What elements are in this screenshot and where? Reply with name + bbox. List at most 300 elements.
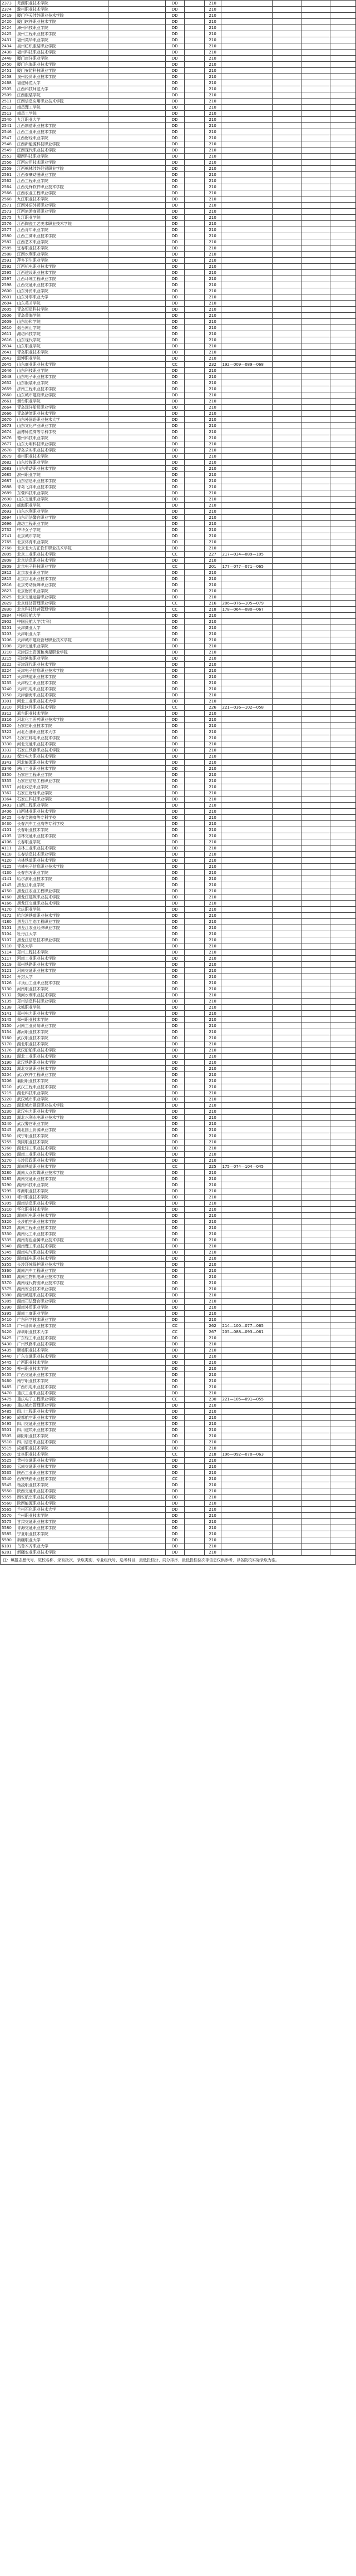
- table-row: [1, 215, 356, 221]
- row-category: DD: [165, 790, 184, 797]
- row-blank: [301, 1274, 330, 1280]
- row-blank: [272, 974, 301, 980]
- row-detail: [221, 350, 272, 356]
- row-name: 广东交通职业技术学院: [16, 1354, 108, 1360]
- row-blank: [301, 1501, 330, 1507]
- table-row: [1, 821, 356, 827]
- row-code: 5101: [1, 925, 16, 931]
- row-blank: [330, 858, 355, 864]
- row-blank: [184, 1354, 204, 1360]
- row-name: 湖南电气职业技术学院: [16, 1250, 108, 1256]
- row-blank: [272, 7, 301, 13]
- row-name: 郑州工程技术学院: [16, 950, 108, 956]
- row-code: 5265: [1, 1152, 16, 1158]
- table-row: [1, 343, 356, 350]
- row-detail: [221, 1433, 272, 1439]
- row-code: 2641: [1, 350, 16, 356]
- row-code: 2580: [1, 233, 16, 239]
- row-score: 210: [204, 692, 221, 699]
- row-blank: [272, 1164, 301, 1170]
- row-name: 青岛港湾职业技术学院: [16, 411, 108, 417]
- row-blank: [272, 1513, 301, 1519]
- row-category: DD: [165, 999, 184, 1005]
- row-code: 2373: [1, 1, 16, 7]
- row-blank: [272, 1023, 301, 1029]
- row-blank: [301, 870, 330, 876]
- row-detail: [221, 1464, 272, 1470]
- row-blank: [184, 1366, 204, 1372]
- table-row: [1, 913, 356, 919]
- row-blank: [108, 974, 166, 980]
- row-detail: [221, 307, 272, 313]
- row-code: 2553: [1, 154, 16, 160]
- row-name: 北京北大方正软件职业技术学院: [16, 545, 108, 552]
- row-name: 重庆城市管理职业学院: [16, 1403, 108, 1409]
- row-blank: [184, 7, 204, 13]
- row-code: 5290: [1, 1182, 16, 1188]
- row-detail: [221, 313, 272, 319]
- row-detail: [221, 1048, 272, 1054]
- row-detail: [221, 1513, 272, 1519]
- row-blank: [184, 925, 204, 931]
- row-code: 5345: [1, 1250, 16, 1256]
- table-row: [1, 888, 356, 894]
- row-category: DD: [165, 968, 184, 974]
- row-detail: [221, 184, 272, 190]
- row-code: 4120: [1, 858, 16, 864]
- row-blank: [272, 741, 301, 748]
- row-name: 青岛黄海学院: [16, 313, 108, 319]
- row-blank: [108, 711, 166, 717]
- row-blank: [108, 74, 166, 80]
- row-blank: [184, 233, 204, 239]
- row-blank: [108, 1237, 166, 1243]
- row-detail: [221, 1274, 272, 1280]
- row-blank: [330, 62, 355, 68]
- row-blank: [330, 1219, 355, 1225]
- row-blank: [272, 484, 301, 490]
- table-row: [1, 1109, 356, 1115]
- row-blank: [184, 313, 204, 319]
- row-detail: [221, 821, 272, 827]
- row-name: 黄冈职业技术学院: [16, 1139, 108, 1146]
- row-category: DD: [165, 496, 184, 503]
- row-blank: [184, 1299, 204, 1305]
- row-detail: [221, 196, 272, 203]
- row-code: 2582: [1, 239, 16, 245]
- table-row: [1, 184, 356, 190]
- row-blank: [301, 815, 330, 821]
- row-blank: [330, 692, 355, 699]
- row-name: 吉林工业职业技术学院: [16, 845, 108, 852]
- row-blank: [330, 601, 355, 607]
- table-row: [1, 509, 356, 515]
- table-row: [1, 13, 356, 19]
- row-category: DD: [165, 270, 184, 276]
- row-blank: [330, 1225, 355, 1231]
- row-category: DD: [165, 1133, 184, 1139]
- row-blank: [272, 907, 301, 913]
- row-blank: [272, 637, 301, 643]
- row-blank: [272, 1507, 301, 1513]
- row-code: 5555: [1, 1495, 16, 1501]
- row-blank: [184, 968, 204, 974]
- row-detail: [221, 1023, 272, 1029]
- row-blank: [108, 656, 166, 662]
- row-name: 成都航空职业技术学院: [16, 1415, 108, 1421]
- row-category: DD: [165, 992, 184, 999]
- row-category: DD: [165, 25, 184, 31]
- row-detail: [221, 13, 272, 19]
- row-blank: [301, 331, 330, 337]
- row-blank: [184, 760, 204, 766]
- row-code: 2577: [1, 227, 16, 233]
- table-row: [1, 319, 356, 325]
- table-row: [1, 1354, 356, 1360]
- row-blank: [272, 417, 301, 423]
- row-category: DD: [165, 864, 184, 870]
- row-score: 210: [204, 1225, 221, 1231]
- row-detail: [221, 527, 272, 533]
- row-blank: [108, 99, 166, 105]
- table-row: [1, 31, 356, 37]
- row-detail: [221, 99, 272, 105]
- row-detail: [221, 876, 272, 882]
- row-blank: [184, 239, 204, 245]
- row-category: DD: [165, 1274, 184, 1280]
- row-blank: [108, 1164, 166, 1170]
- row-blank: [301, 962, 330, 968]
- row-blank: [108, 1409, 166, 1415]
- row-blank: [272, 1201, 301, 1207]
- row-blank: [272, 1495, 301, 1501]
- row-blank: [184, 919, 204, 925]
- row-blank: [330, 160, 355, 166]
- row-category: DD: [165, 472, 184, 478]
- row-blank: [272, 870, 301, 876]
- row-blank: [301, 576, 330, 582]
- row-blank: [108, 625, 166, 631]
- row-code: 5119: [1, 962, 16, 968]
- table-row: [1, 1201, 356, 1207]
- row-blank: [108, 466, 166, 472]
- row-blank: [108, 1274, 166, 1280]
- row-blank: [330, 19, 355, 25]
- row-blank: [272, 943, 301, 950]
- row-detail: [221, 521, 272, 527]
- row-category: DD: [165, 656, 184, 662]
- row-detail: [221, 1280, 272, 1286]
- row-blank: [330, 86, 355, 92]
- row-blank: [330, 1409, 355, 1415]
- row-score: 210: [204, 411, 221, 417]
- row-blank: [272, 1280, 301, 1286]
- row-detail: [221, 1341, 272, 1348]
- row-blank: [301, 37, 330, 43]
- row-blank: [272, 1286, 301, 1292]
- row-detail: [221, 913, 272, 919]
- row-category: DD: [165, 533, 184, 539]
- row-blank: [108, 1366, 166, 1372]
- row-blank: [272, 1268, 301, 1274]
- row-detail: [221, 784, 272, 790]
- row-category: DD: [165, 435, 184, 441]
- row-score: 210: [204, 613, 221, 619]
- row-blank: [184, 735, 204, 741]
- row-blank: [108, 1378, 166, 1384]
- row-blank: [301, 956, 330, 962]
- row-blank: [330, 1433, 355, 1439]
- row-name: 北京财贸职业学院: [16, 588, 108, 594]
- row-blank: [108, 435, 166, 441]
- row-code: 2601: [1, 294, 16, 301]
- row-blank: [184, 852, 204, 858]
- row-blank: [108, 594, 166, 601]
- row-detail: [221, 288, 272, 294]
- row-blank: [108, 1207, 166, 1213]
- row-blank: [272, 833, 301, 839]
- row-blank: [184, 74, 204, 80]
- table-row: [1, 827, 356, 833]
- table-row: [1, 741, 356, 748]
- table-row: [1, 576, 356, 582]
- row-blank: [108, 809, 166, 815]
- row-blank: [108, 1256, 166, 1262]
- row-blank: [272, 1176, 301, 1182]
- row-category: DD: [165, 882, 184, 888]
- row-detail: [221, 252, 272, 258]
- row-blank: [272, 233, 301, 239]
- row-category: CC: [165, 1164, 184, 1170]
- row-category: DD: [165, 515, 184, 521]
- row-blank: [330, 711, 355, 717]
- row-score: 210: [204, 227, 221, 233]
- row-blank: [330, 533, 355, 539]
- row-name: 山东商业职业技术学院: [16, 362, 108, 368]
- row-blank: [272, 294, 301, 301]
- table-row: [1, 1066, 356, 1072]
- row-code: 5230: [1, 1109, 16, 1115]
- table-row: [1, 1329, 356, 1335]
- row-category: DD: [165, 1005, 184, 1011]
- row-name: 唐山工业职业技术学院: [16, 766, 108, 772]
- row-blank: [272, 601, 301, 607]
- row-name: 石家庄铁路职业技术学院: [16, 748, 108, 754]
- row-blank: [301, 276, 330, 282]
- row-name: 江西应用技术职业学院: [16, 160, 108, 166]
- row-blank: [301, 980, 330, 986]
- row-blank: [301, 472, 330, 478]
- row-category: CC: [165, 601, 184, 607]
- row-code: 3355: [1, 778, 16, 784]
- row-blank: [301, 521, 330, 527]
- row-blank: [272, 1525, 301, 1531]
- row-category: DD: [165, 833, 184, 839]
- table-row: [1, 717, 356, 723]
- row-category: DD: [165, 441, 184, 448]
- row-category: DD: [165, 1231, 184, 1237]
- table-row: [1, 1495, 356, 1501]
- row-blank: [301, 99, 330, 105]
- row-code: 5590: [1, 1537, 16, 1543]
- row-name: 武汉软件工程职业学院: [16, 1072, 108, 1078]
- table-row: [1, 1360, 356, 1366]
- row-blank: [301, 215, 330, 221]
- row-score: 210: [204, 454, 221, 460]
- row-name: 河北政法职业学院: [16, 784, 108, 790]
- row-category: DD: [165, 68, 184, 74]
- row-detail: [221, 178, 272, 184]
- row-score: 210: [204, 350, 221, 356]
- row-blank: [184, 80, 204, 86]
- row-detail: [221, 533, 272, 539]
- table-row: [1, 239, 356, 245]
- row-blank: [330, 1299, 355, 1305]
- row-code: 2559: [1, 166, 16, 172]
- row-blank: [184, 1427, 204, 1433]
- row-score: 210: [204, 1256, 221, 1262]
- row-blank: [301, 1078, 330, 1084]
- row-blank: [272, 1090, 301, 1097]
- row-name: 贵州交通职业技术学院: [16, 1458, 108, 1464]
- row-blank: [272, 717, 301, 723]
- row-blank: [272, 937, 301, 943]
- row-blank: [272, 1501, 301, 1507]
- row-blank: [330, 1023, 355, 1029]
- row-blank: [301, 619, 330, 625]
- row-blank: [330, 1372, 355, 1378]
- row-name: 江西工商职业技术学院: [16, 233, 108, 239]
- row-category: CC: [165, 607, 184, 613]
- row-score: 210: [204, 313, 221, 319]
- row-blank: [330, 1054, 355, 1060]
- row-blank: [184, 1097, 204, 1103]
- row-name: 青岛职业技术学院: [16, 350, 108, 356]
- row-blank: [301, 368, 330, 374]
- row-score: 210: [204, 380, 221, 386]
- row-blank: [272, 1005, 301, 1011]
- row-detail: 221—105—091—055: [221, 1397, 272, 1403]
- row-blank: [330, 239, 355, 245]
- table-row: [1, 588, 356, 594]
- row-blank: [330, 778, 355, 784]
- row-blank: [108, 870, 166, 876]
- row-blank: [330, 276, 355, 282]
- row-blank: [184, 717, 204, 723]
- row-blank: [330, 1488, 355, 1495]
- row-blank: [184, 258, 204, 264]
- row-score: 210: [204, 203, 221, 209]
- row-blank: [272, 178, 301, 184]
- row-detail: [221, 221, 272, 227]
- table-row: [1, 148, 356, 154]
- row-blank: [184, 521, 204, 527]
- row-blank: [184, 809, 204, 815]
- table-row: [1, 1268, 356, 1274]
- row-name: 株洲职业技术学院: [16, 1188, 108, 1194]
- row-blank: [184, 50, 204, 56]
- row-blank: [108, 135, 166, 141]
- row-detail: [221, 986, 272, 992]
- row-category: DD: [165, 1170, 184, 1176]
- row-category: DD: [165, 894, 184, 901]
- row-blank: [272, 184, 301, 190]
- row-category: DD: [165, 1409, 184, 1415]
- row-blank: [301, 809, 330, 815]
- table-row: [1, 503, 356, 509]
- row-blank: [108, 276, 166, 282]
- row-blank: [184, 86, 204, 92]
- row-detail: [221, 1427, 272, 1433]
- row-blank: [108, 901, 166, 907]
- row-name: 广州番禺职业技术学院: [16, 1323, 108, 1329]
- row-blank: [330, 1207, 355, 1213]
- row-blank: [301, 1317, 330, 1323]
- table-row: [1, 86, 356, 92]
- row-blank: [301, 111, 330, 117]
- row-blank: [108, 264, 166, 270]
- row-blank: [330, 1017, 355, 1023]
- row-detail: [221, 1035, 272, 1041]
- row-score: 210: [204, 325, 221, 331]
- row-name: 湖北职业技术学院: [16, 1041, 108, 1048]
- row-score: 210: [204, 1262, 221, 1268]
- row-blank: [108, 1041, 166, 1048]
- row-score: 210: [204, 117, 221, 123]
- row-code: 2809: [1, 564, 16, 570]
- row-category: DD: [165, 1207, 184, 1213]
- row-category: DD: [165, 31, 184, 37]
- row-blank: [108, 1421, 166, 1427]
- table-row: [1, 992, 356, 999]
- row-blank: [184, 160, 204, 166]
- row-blank: [184, 1421, 204, 1427]
- row-blank: [184, 1433, 204, 1439]
- row-blank: [330, 25, 355, 31]
- row-blank: [272, 258, 301, 264]
- row-blank: [184, 441, 204, 448]
- row-blank: [108, 245, 166, 252]
- row-blank: [184, 558, 204, 564]
- row-category: DD: [165, 1501, 184, 1507]
- row-blank: [301, 723, 330, 729]
- row-code: 5460: [1, 1378, 16, 1384]
- row-score: 262: [204, 1323, 221, 1329]
- row-detail: [221, 1060, 272, 1066]
- table-row: [1, 245, 356, 252]
- row-detail: [221, 845, 272, 852]
- row-category: DD: [165, 350, 184, 356]
- row-blank: [301, 1427, 330, 1433]
- row-category: DD: [165, 686, 184, 692]
- row-code: 2645: [1, 362, 16, 368]
- row-blank: [108, 258, 166, 264]
- row-blank: [108, 1194, 166, 1201]
- row-blank: [330, 184, 355, 190]
- row-blank: [184, 943, 204, 950]
- row-name: 山东职业学院: [16, 343, 108, 350]
- row-blank: [330, 331, 355, 337]
- table-row: [1, 1513, 356, 1519]
- row-blank: [272, 735, 301, 741]
- row-name: 江西工业职业技术学院: [16, 129, 108, 135]
- row-category: DD: [165, 717, 184, 723]
- row-blank: [330, 699, 355, 705]
- row-code: 3312: [1, 711, 16, 717]
- row-score: 210: [204, 650, 221, 656]
- row-blank: [184, 92, 204, 99]
- row-code: 2513: [1, 111, 16, 117]
